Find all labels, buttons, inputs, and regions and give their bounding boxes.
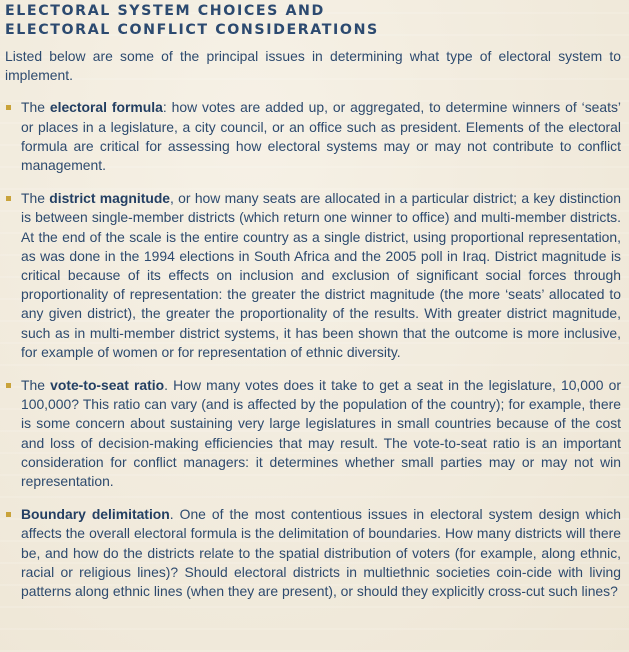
bullet-icon (6, 383, 11, 388)
bullet-icon (6, 105, 11, 110)
item-prefix: The (21, 377, 51, 394)
intro-paragraph: Listed below are some of the principal issues in determining what type of electoral system to implement. (5, 48, 621, 84)
item-term: electoral formula (49, 99, 163, 116)
section-title: ELECTORAL SYSTEM CHOICES AND ELECTORAL CONFLICT CONSIDERATIONS (5, 3, 379, 38)
item-text: : how votes are added up, or aggregated, to determine winners of ‘seats’ or places in a legislature, a city council, or an office such as president. Elements of the electoral formula are critical for assessing how electoral systems may or may not contribute to conflict management. (21, 99, 621, 174)
list-item-electoral-formula (5, 98, 621, 175)
considerations-list (5, 98, 623, 601)
bullet-icon (6, 512, 11, 517)
list-item-vote-to-seat-ratio (5, 376, 621, 491)
item-prefix: The (21, 190, 50, 207)
item-term: vote-to-seat ratio (50, 377, 165, 394)
item-text: , or how many seats are allocated in a particular district; a key distinction is between single-member districts (which return one winner to office) and multi-member districts. At the end of the scale is the entire country as a single district, using proportional representation, as was done in the 1994 elections in South Africa and the 2005 poll in Iraq. District magnitude is critical because of its effects on inclusion and exclusion of significant social forces through proportionality of representation: the greater the district magnitude (the more ‘seats’ allocated to any given district), the greater the proportionality of the results. With greater district magnitude, such as in multi-member district systems, it has been shown that the outcome is more inclusive, for example of women or for representation of ethnic diversity. (21, 190, 621, 360)
list-item-boundary-delimitation (5, 505, 621, 601)
item-prefix: The (21, 99, 50, 116)
item-term: district magnitude (49, 190, 171, 207)
bullet-icon (6, 196, 11, 201)
item-term: Boundary delimitation (21, 506, 170, 523)
list-item-district-magnitude (5, 189, 621, 362)
item-text: . One of the most contentious issues in electoral system design which affects the overall electoral formula is the delimitation of boundaries. How many districts will there be, and how do the districts relate to the spatial distribution of voters (for example, along ethnic, racial or religious lines)? Should electoral districts in multiethnic societies coin-cide with living patterns along ethnic lines (when they are present), or should they explicitly cross-cut such lines? (21, 506, 622, 600)
item-text: . How many votes does it take to get a seat in the legislature, 10,000 or 100,000? This ratio can vary (and is affected by the population of the country); for example, there is some concern about sustaining very large legislatures in small countries because of the cost and loss of decision-making efficiencies that may result. The vote-to-seat ratio is an important consideration for conflict managers: it determines whether small parties may or may not win representation. (21, 377, 621, 490)
